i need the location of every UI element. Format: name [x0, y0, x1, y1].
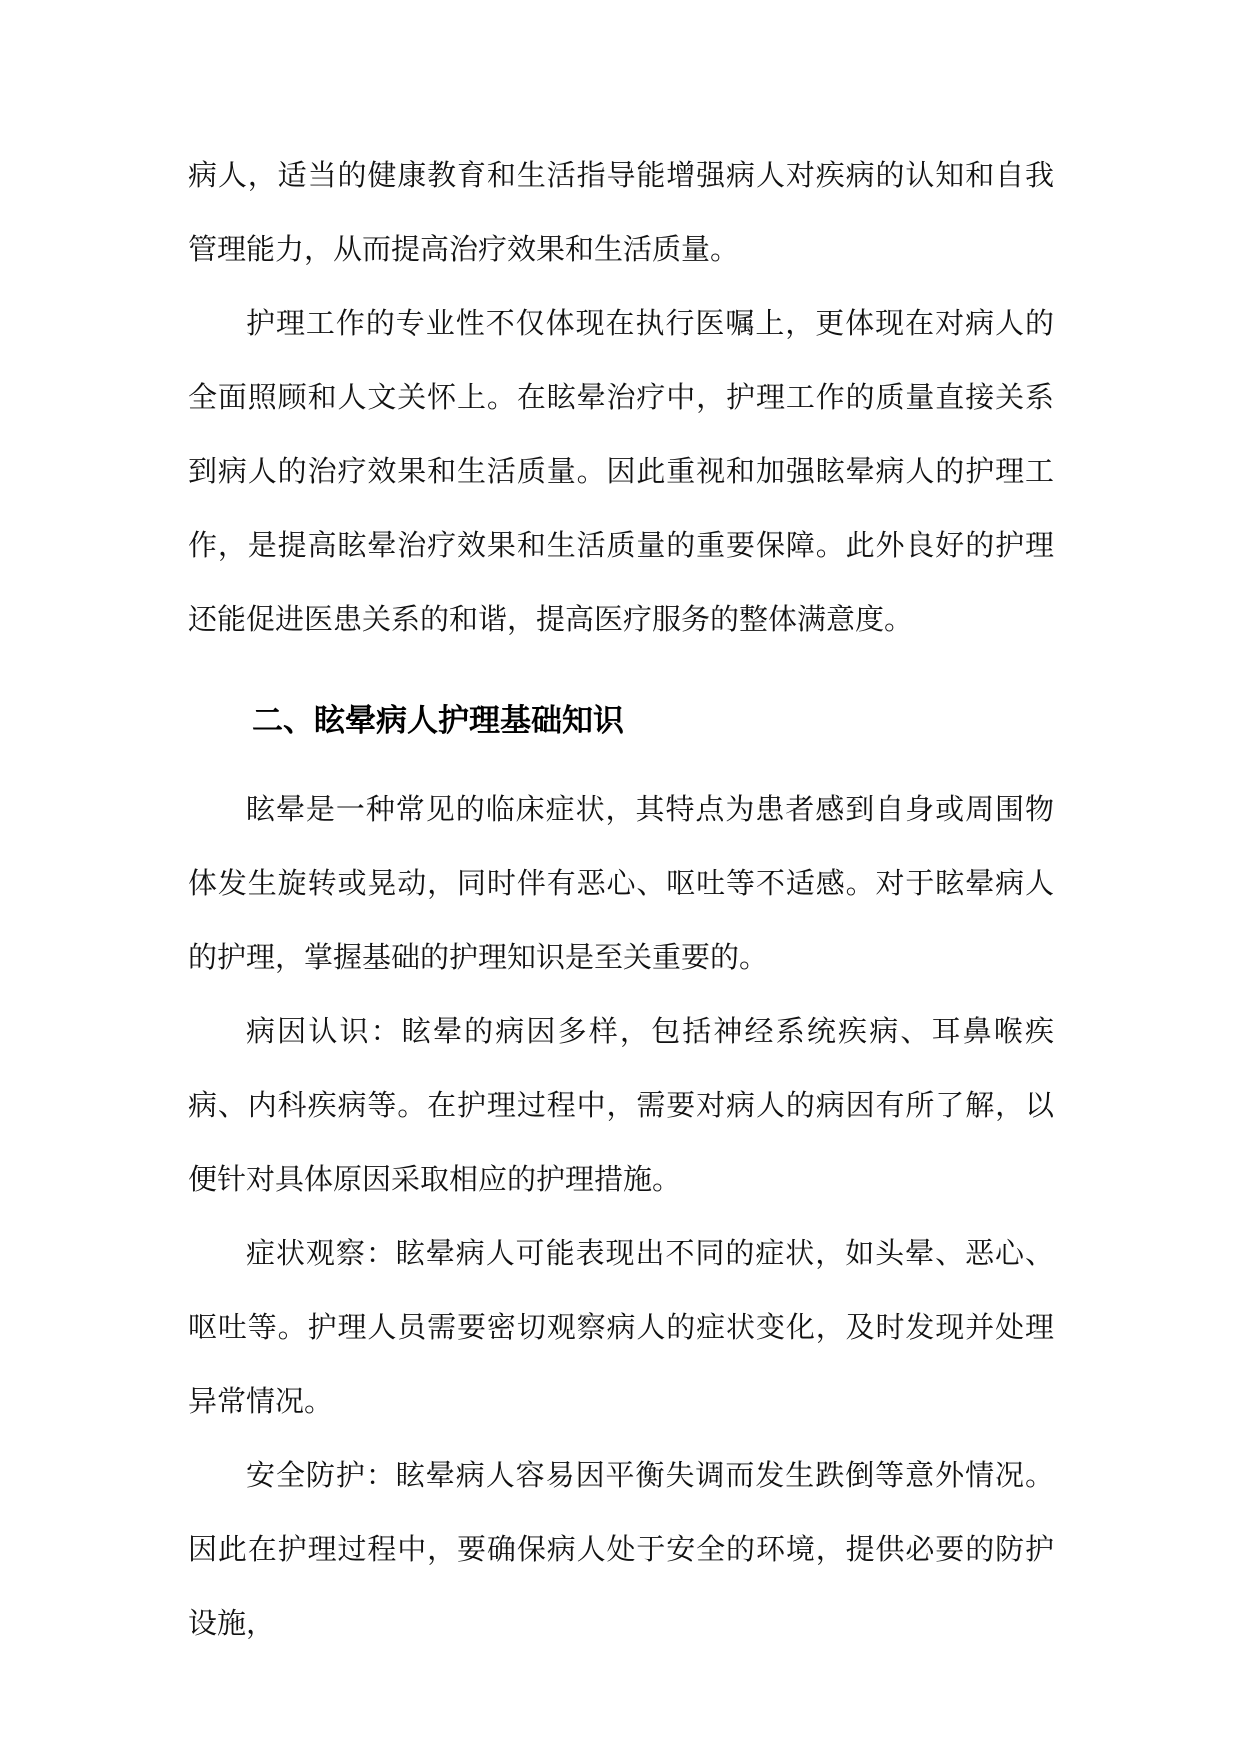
- document-body: [188, 138, 1054, 1660]
- paragraph-symptom-observation: 症状观察：眩晕病人可能表现出不同的症状，如头晕、恶心、呕吐等。护理人员需要密切观察病人的症状变化，及时发现并处理异常情况。: [188, 1236, 1054, 1418]
- paragraph-vertigo-intro: 眩晕是一种常见的临床症状，其特点为患者感到自身或周围物体发生旋转或晃动，同时伴有恶心、呕吐等不适感。对于眩晕病人的护理，掌握基础的护理知识是至关重要的。: [188, 792, 1054, 974]
- paragraph-safety-protection: 安全防护：眩晕病人容易因平衡失调而发生跌倒等意外情况。因此在护理过程中，要确保病人处于安全的环境，提供必要的防护设施，: [188, 1458, 1054, 1640]
- paragraph-nursing-professionalism: 护理工作的专业性不仅体现在执行医嘱上，更体现在对病人的全面照顾和人文关怀上。在眩晕治疗中，护理工作的质量直接关系到病人的治疗效果和生活质量。因此重视和加强眩晕病人的护理工作，是提高眩晕治疗效果和生活质量的重要保障。此外良好的护理还能促进医患关系的和谐，提高医疗服务的整体满意度。: [188, 306, 1054, 636]
- paragraph-continuation: 病人，适当的健康教育和生活指导能增强病人对疾病的认知和自我管理能力，从而提高治疗效果和生活质量。: [188, 158, 1054, 266]
- paragraph-cause-recognition: 病因认识：眩晕的病因多样，包括神经系统疾病、耳鼻喉疾病、内科疾病等。在护理过程中，需要对病人的病因有所了解，以便针对具体原因采取相应的护理措施。: [188, 1014, 1054, 1196]
- section-heading: 二、眩晕病人护理基础知识: [252, 703, 624, 739]
